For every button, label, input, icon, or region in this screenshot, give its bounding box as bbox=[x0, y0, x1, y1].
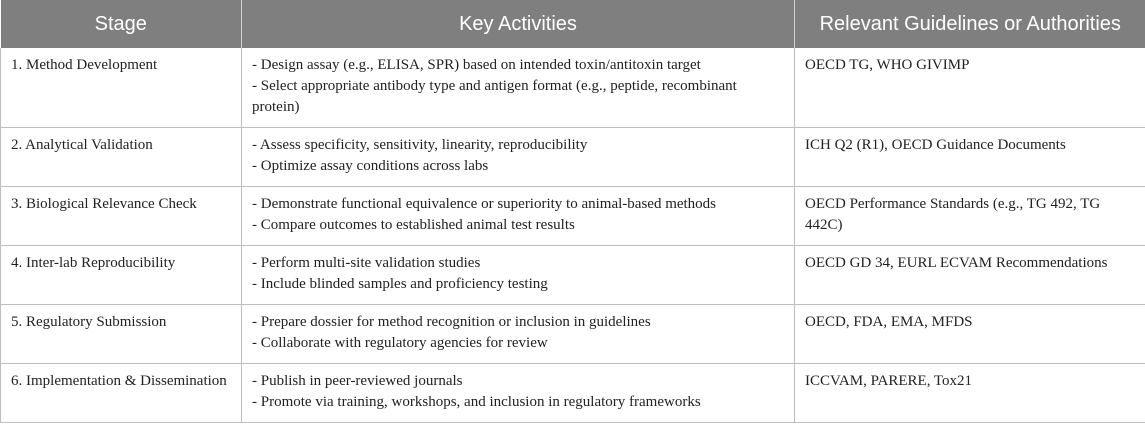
activity-line: - Optimize assay conditions across labs bbox=[252, 158, 489, 174]
activities-cell bbox=[242, 48, 795, 128]
guidelines-cell: ICCVAM, PARERE, Tox21 bbox=[795, 364, 1145, 423]
stage-cell: 1. Method Development bbox=[1, 48, 242, 128]
guidelines-cell: OECD Performance Standards (e.g., TG 492, TG 442C) bbox=[795, 187, 1145, 246]
activity-line: - Design assay (e.g., ELISA, SPR) based on intended toxin/antitoxin target bbox=[252, 57, 701, 73]
stage-cell: 6. Implementation & Dissemination bbox=[1, 364, 242, 423]
table-row bbox=[1, 48, 1145, 128]
header-guidelines: Relevant Guidelines or Authorities bbox=[795, 0, 1145, 48]
table-row bbox=[1, 246, 1145, 305]
activity-line: - Demonstrate functional equivalence or superiority to animal-based methods bbox=[252, 196, 717, 212]
activity-line: - Assess specificity, sensitivity, linearity, reproducibility bbox=[252, 137, 588, 153]
activity-line: - Compare outcomes to established animal test results bbox=[252, 217, 575, 233]
guidelines-cell: OECD TG, WHO GIVIMP bbox=[795, 48, 1145, 128]
stage-cell: 4. Inter-lab Reproducibility bbox=[1, 246, 242, 305]
activities-cell bbox=[242, 364, 795, 423]
activity-line: - Collaborate with regulatory agencies for review bbox=[252, 335, 548, 351]
stage-cell: 2. Analytical Validation bbox=[1, 128, 242, 187]
activity-line: - Promote via training, workshops, and inclusion in regulatory frameworks bbox=[252, 394, 701, 410]
stage-cell: 5. Regulatory Submission bbox=[1, 305, 242, 364]
header-row bbox=[1, 0, 1145, 48]
activities-cell bbox=[242, 246, 795, 305]
table-row bbox=[1, 187, 1145, 246]
table-row bbox=[1, 128, 1145, 187]
activities-cell bbox=[242, 128, 795, 187]
table-row bbox=[1, 305, 1145, 364]
guidelines-cell: ICH Q2 (R1), OECD Guidance Documents bbox=[795, 128, 1145, 187]
guidelines-cell: OECD, FDA, EMA, MFDS bbox=[795, 305, 1145, 364]
activity-line: - Publish in peer-reviewed journals bbox=[252, 373, 463, 389]
activity-line: - Perform multi-site validation studies bbox=[252, 255, 481, 271]
activities-cell bbox=[242, 305, 795, 364]
stage-cell: 3. Biological Relevance Check bbox=[1, 187, 242, 246]
activity-line: - Select appropriate antibody type and antigen format (e.g., peptide, recombinant protein) bbox=[252, 78, 737, 115]
header-stage: Stage bbox=[1, 0, 242, 48]
header-key-activities: Key Activities bbox=[242, 0, 795, 48]
table-row bbox=[1, 364, 1145, 423]
activity-line: - Prepare dossier for method recognition or inclusion in guidelines bbox=[252, 314, 651, 330]
activities-cell bbox=[242, 187, 795, 246]
guidelines-cell: OECD GD 34, EURL ECVAM Recommendations bbox=[795, 246, 1145, 305]
activity-line: - Include blinded samples and proficiency testing bbox=[252, 276, 548, 292]
